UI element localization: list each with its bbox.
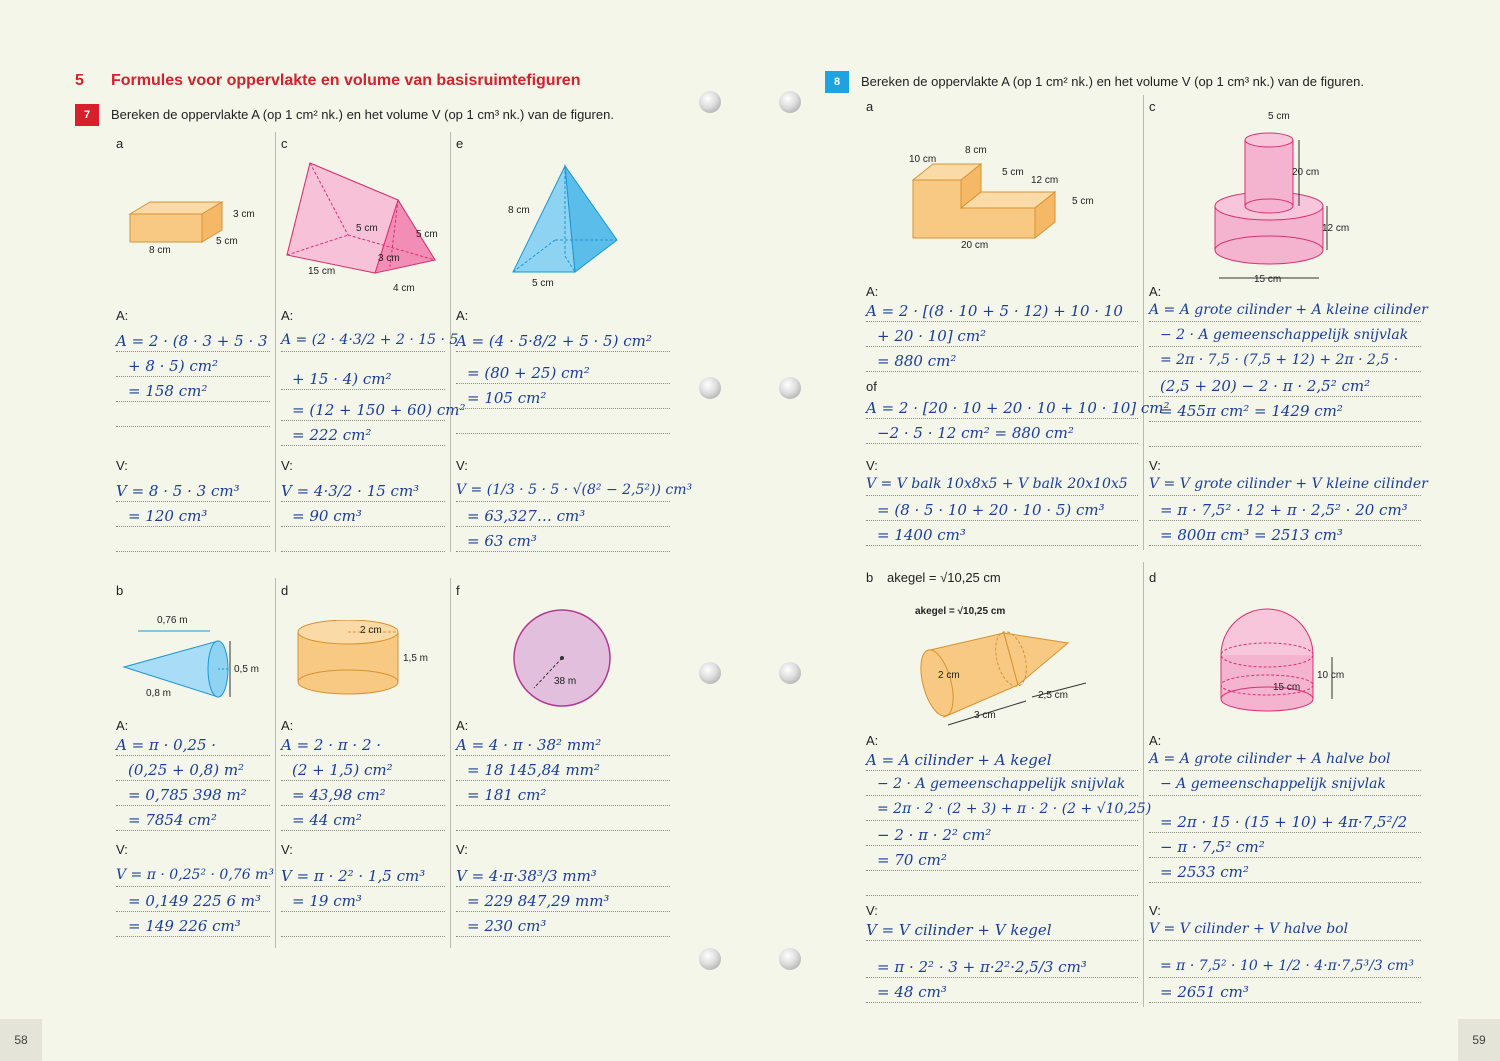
handwritten-answer: − 2 · A gemeenschappelijk snijvlak bbox=[877, 776, 1126, 792]
handwritten-answer: = (8 · 5 · 10 + 20 · 10 · 5) cm³ bbox=[877, 501, 1105, 519]
handwritten-answer: + 15 · 4) cm² bbox=[292, 370, 392, 388]
handwritten-answer: = 2651 cm³ bbox=[1160, 983, 1249, 1001]
answer-line bbox=[281, 830, 445, 831]
answer-line bbox=[866, 845, 1138, 846]
handwritten-answer: A = 2 · (8 · 3 + 5 · 3 bbox=[116, 332, 268, 350]
dimension-label: 5 cm bbox=[216, 236, 238, 247]
or-label: of bbox=[866, 379, 877, 394]
dimension-label: 20 cm bbox=[961, 240, 989, 251]
figure-label-a: a bbox=[866, 99, 874, 114]
answer-line bbox=[116, 401, 270, 402]
handwritten-answer: = π · 7,5² · 12 + π · 2,5² · 20 cm³ bbox=[1160, 501, 1408, 519]
handwritten-answer: = 880 cm² bbox=[877, 352, 957, 370]
area-label: A: bbox=[1149, 284, 1162, 299]
binder-hole bbox=[779, 948, 801, 970]
sphere-figure bbox=[510, 608, 614, 712]
handwritten-answer: = 230 cm³ bbox=[467, 917, 547, 935]
answer-line bbox=[281, 805, 445, 806]
handwritten-answer: = 18 145,84 mm² bbox=[467, 761, 600, 779]
handwritten-answer: = 1400 cm³ bbox=[877, 526, 966, 544]
handwritten-answer: + 20 · 10] cm² bbox=[877, 327, 987, 345]
answer-line bbox=[866, 443, 1138, 444]
handwritten-answer: V = 4·3/2 · 15 cm³ bbox=[281, 482, 420, 500]
exercise-8-instruction: Bereken de oppervlakte A (op 1 cm² nk.) en het volume V (op 1 cm³ nk.) van de figuren. bbox=[861, 74, 1364, 89]
dimension-label: 2 cm bbox=[938, 670, 960, 681]
handwritten-answer: V = V cilinder + V halve bol bbox=[1149, 921, 1349, 937]
slant-height-note: akegel = √10,25 cm bbox=[887, 570, 1001, 585]
handwritten-answer: = 2π · 2 · (2 + 3) + π · 2 · (2 + √10,25) bbox=[877, 801, 1152, 817]
column-divider bbox=[1143, 95, 1144, 550]
handwritten-answer: − A gemeenschappelijk snijvlak bbox=[1160, 776, 1386, 792]
handwritten-answer: = 19 cm³ bbox=[292, 892, 362, 910]
handwritten-answer: − 2 · A gemeenschappelijk snijvlak bbox=[1160, 327, 1409, 343]
handwritten-answer: = 181 cm² bbox=[467, 786, 547, 804]
answer-line bbox=[281, 351, 445, 352]
answer-line bbox=[116, 501, 270, 502]
answer-line bbox=[116, 551, 270, 552]
answer-line bbox=[866, 346, 1138, 347]
answer-line bbox=[1149, 857, 1421, 858]
cuboid-figure bbox=[120, 190, 270, 260]
area-label: A: bbox=[1149, 733, 1162, 748]
answer-line bbox=[866, 977, 1138, 978]
dimension-label: 20 cm bbox=[1292, 167, 1320, 178]
answer-line bbox=[866, 770, 1138, 771]
answer-line bbox=[1149, 545, 1421, 546]
dimension-label: 0,8 m bbox=[146, 688, 172, 699]
binder-hole bbox=[699, 377, 721, 399]
handwritten-answer: = π · 2² · 3 + π·2²·2,5/3 cm³ bbox=[877, 958, 1087, 976]
handwritten-answer: A = 2 · [20 · 10 + 20 · 10 + 10 · 10] cm² bbox=[866, 399, 1170, 417]
handwritten-answer: = 0,785 398 m² bbox=[128, 786, 247, 804]
dimension-label: 0,76 m bbox=[157, 615, 188, 626]
binder-hole bbox=[699, 948, 721, 970]
dimension-label: 5 cm bbox=[1268, 111, 1290, 122]
answer-line bbox=[1149, 940, 1421, 941]
area-label: A: bbox=[281, 308, 294, 323]
handwritten-answer: A = π · 0,25 · bbox=[116, 736, 217, 754]
handwritten-answer: A = A grote cilinder + A halve bol bbox=[1149, 751, 1391, 767]
volume-label: V: bbox=[866, 903, 878, 918]
answer-line bbox=[456, 433, 670, 434]
answer-line bbox=[1149, 346, 1421, 347]
dimension-label: 2,5 cm bbox=[1038, 690, 1069, 701]
answer-line bbox=[456, 551, 670, 552]
handwritten-answer: = 229 847,29 mm³ bbox=[467, 892, 610, 910]
volume-label: V: bbox=[866, 458, 878, 473]
answer-line bbox=[866, 545, 1138, 546]
handwritten-answer: = 105 cm² bbox=[467, 389, 547, 407]
dimension-label: 4 cm bbox=[393, 283, 415, 294]
figure-label-b: b bbox=[116, 583, 124, 598]
answer-line bbox=[116, 936, 270, 937]
dimension-label: 5 cm bbox=[1002, 167, 1024, 178]
handwritten-answer: = 43,98 cm² bbox=[292, 786, 386, 804]
answer-line bbox=[866, 371, 1138, 372]
handwritten-answer: A = A grote cilinder + A kleine cilinder bbox=[1149, 302, 1428, 318]
dimension-label: 12 cm bbox=[1322, 223, 1350, 234]
dimension-label: 10 cm bbox=[909, 154, 937, 165]
area-label: A: bbox=[116, 718, 129, 733]
figure-label-b: b bbox=[866, 570, 874, 585]
handwritten-answer: V = V balk 10x8x5 + V balk 20x10x5 bbox=[866, 476, 1128, 492]
handwritten-answer: A = 2 · π · 2 · bbox=[281, 736, 382, 754]
handwritten-answer: (0,25 + 0,8) m² bbox=[128, 761, 245, 779]
answer-line bbox=[866, 495, 1138, 496]
answer-line bbox=[866, 795, 1138, 796]
handwritten-answer: = 158 cm² bbox=[128, 382, 208, 400]
dimension-label: 5 cm bbox=[1072, 196, 1094, 207]
answer-line bbox=[456, 886, 670, 887]
answer-line bbox=[116, 780, 270, 781]
handwritten-answer: (2,5 + 20) − 2 · π · 2,5² cm² bbox=[1160, 377, 1371, 395]
section-title: Formules voor oppervlakte en volume van basisruimtefiguren bbox=[111, 72, 581, 89]
dimension-label: 10 cm bbox=[1317, 670, 1345, 681]
column-divider bbox=[450, 578, 451, 948]
answer-line bbox=[116, 755, 270, 756]
handwritten-answer: = 63,327… cm³ bbox=[467, 507, 586, 525]
dimension-label: 5 cm bbox=[532, 278, 554, 289]
answer-line bbox=[866, 870, 1138, 871]
answer-line bbox=[456, 501, 670, 502]
answer-line bbox=[1149, 421, 1421, 422]
handwritten-answer: V = π · 2² · 1,5 cm³ bbox=[281, 867, 426, 885]
handwritten-answer: V = 8 · 5 · 3 cm³ bbox=[116, 482, 240, 500]
handwritten-answer: = 800π cm³ = 2513 cm³ bbox=[1160, 526, 1343, 544]
handwritten-answer: = 120 cm³ bbox=[128, 507, 208, 525]
answer-line bbox=[116, 351, 270, 352]
answer-line bbox=[116, 426, 270, 427]
answer-line bbox=[866, 418, 1138, 419]
answer-line bbox=[866, 940, 1138, 941]
area-label: A: bbox=[866, 284, 879, 299]
area-label: A: bbox=[456, 308, 469, 323]
handwritten-answer: A = (2 · 4·3/2 + 2 · 15 · 5 bbox=[281, 332, 459, 348]
dimension-label: 8 cm bbox=[149, 245, 171, 256]
figure-label-a: a bbox=[116, 136, 124, 151]
handwritten-answer: = 222 cm² bbox=[292, 426, 372, 444]
handwritten-answer: = 149 226 cm³ bbox=[128, 917, 241, 935]
handwritten-answer: = 7854 cm² bbox=[128, 811, 217, 829]
answer-line bbox=[1149, 371, 1421, 372]
dimension-label: 15 cm bbox=[308, 266, 336, 277]
area-label: A: bbox=[116, 308, 129, 323]
dimension-label: 8 cm bbox=[965, 145, 987, 156]
page-number: 59 bbox=[1458, 1019, 1500, 1061]
answer-line bbox=[456, 526, 670, 527]
answer-line bbox=[866, 895, 1138, 896]
dimension-label: 15 cm bbox=[1254, 274, 1282, 285]
handwritten-answer: V = 4·π·38³/3 mm³ bbox=[456, 867, 597, 885]
answer-line bbox=[116, 526, 270, 527]
handwritten-answer: = 0,149 225 6 m³ bbox=[128, 892, 261, 910]
binder-hole bbox=[779, 91, 801, 113]
figure-label-d: d bbox=[1149, 570, 1157, 585]
dimension-label: 15 cm bbox=[1273, 682, 1301, 693]
exercise-number-8: 8 bbox=[825, 71, 849, 93]
answer-line bbox=[456, 408, 670, 409]
handwritten-answer: = (12 + 150 + 60) cm² bbox=[292, 401, 466, 419]
column-divider bbox=[275, 578, 276, 948]
answer-line bbox=[1149, 495, 1421, 496]
answer-line bbox=[1149, 520, 1421, 521]
handwritten-answer: = 48 cm³ bbox=[877, 983, 947, 1001]
handwritten-answer: = 2533 cm² bbox=[1160, 863, 1249, 881]
area-label: A: bbox=[456, 718, 469, 733]
answer-line bbox=[866, 1002, 1138, 1003]
answer-line bbox=[1149, 795, 1421, 796]
answer-line bbox=[456, 755, 670, 756]
answer-line bbox=[281, 551, 445, 552]
answer-line bbox=[281, 445, 445, 446]
dimension-label: 3 cm bbox=[233, 209, 255, 220]
dimension-label: 2 cm bbox=[360, 625, 382, 636]
stacked-cylinders-figure bbox=[1205, 120, 1345, 285]
volume-label: V: bbox=[281, 842, 293, 857]
figure-label-c: c bbox=[281, 136, 288, 151]
volume-label: V: bbox=[281, 458, 293, 473]
exercise-7-instruction: Bereken de oppervlakte A (op 1 cm² nk.) en het volume V (op 1 cm³ nk.) van de figuren. bbox=[111, 107, 614, 122]
binder-hole bbox=[779, 662, 801, 684]
handwritten-answer: V = (1/3 · 5 · 5 · √(8² − 2,5²)) cm³ bbox=[456, 482, 693, 498]
answer-line bbox=[1149, 882, 1421, 883]
handwritten-answer: (2 + 1,5) cm² bbox=[292, 761, 393, 779]
answer-line bbox=[1149, 977, 1421, 978]
square-pyramid-figure bbox=[505, 160, 625, 280]
answer-line bbox=[116, 830, 270, 831]
binder-hole bbox=[779, 377, 801, 399]
answer-line bbox=[116, 805, 270, 806]
handwritten-answer: = 63 cm³ bbox=[467, 532, 537, 550]
volume-label: V: bbox=[1149, 458, 1161, 473]
answer-line bbox=[281, 886, 445, 887]
handwritten-answer: = 2π · 15 · (15 + 10) + 4π·7,5²/2 bbox=[1160, 813, 1408, 831]
exercise-number-7: 7 bbox=[75, 104, 99, 126]
answer-line bbox=[456, 936, 670, 937]
volume-label: V: bbox=[456, 458, 468, 473]
answer-line bbox=[116, 886, 270, 887]
dimension-label: 38 m bbox=[554, 676, 577, 687]
answer-line bbox=[866, 820, 1138, 821]
page-number: 58 bbox=[0, 1019, 42, 1061]
figure-label-f: f bbox=[456, 583, 460, 598]
answer-line bbox=[1149, 446, 1421, 447]
answer-line bbox=[456, 830, 670, 831]
answer-line bbox=[281, 501, 445, 502]
answer-line bbox=[866, 321, 1138, 322]
handwritten-answer: = 90 cm³ bbox=[292, 507, 362, 525]
handwritten-answer: = 455π cm² = 1429 cm² bbox=[1160, 402, 1343, 420]
dimension-label: 5 cm bbox=[356, 223, 378, 234]
binder-hole bbox=[699, 662, 721, 684]
dimension-label: akegel = √10,25 cm bbox=[915, 606, 1006, 617]
handwritten-answer: = 2π · 7,5 · (7,5 + 12) + 2π · 2,5 · bbox=[1160, 352, 1399, 368]
dimension-label: 5 cm bbox=[416, 229, 438, 240]
binder-hole bbox=[699, 91, 721, 113]
answer-line bbox=[456, 780, 670, 781]
handwritten-answer: = π · 7,5² · 10 + 1/2 · 4·π·7,5³/3 cm³ bbox=[1160, 958, 1414, 974]
answer-line bbox=[456, 383, 670, 384]
answer-line bbox=[456, 911, 670, 912]
answer-line bbox=[281, 755, 445, 756]
answer-line bbox=[456, 805, 670, 806]
answer-line bbox=[281, 911, 445, 912]
answer-line bbox=[456, 351, 670, 352]
handwritten-answer: = 44 cm² bbox=[292, 811, 362, 829]
handwritten-answer: = 70 cm² bbox=[877, 851, 947, 869]
handwritten-answer: + 8 · 5) cm² bbox=[128, 357, 218, 375]
dimension-label: 3 cm bbox=[378, 253, 400, 264]
handwritten-answer: − π · 7,5² cm² bbox=[1160, 838, 1265, 856]
dimension-label: 1,5 m bbox=[403, 653, 429, 664]
volume-label: V: bbox=[116, 842, 128, 857]
answer-line bbox=[1149, 1002, 1421, 1003]
handwritten-answer: V = π · 0,25² · 0,76 m³ bbox=[116, 867, 274, 883]
section-number: 5 bbox=[75, 72, 84, 89]
area-label: A: bbox=[866, 733, 879, 748]
cylinder-hemisphere-figure bbox=[1215, 605, 1345, 715]
figure-label-e: e bbox=[456, 136, 464, 151]
answer-line bbox=[1149, 832, 1421, 833]
answer-line bbox=[1149, 396, 1421, 397]
column-divider bbox=[1143, 562, 1144, 1007]
dimension-label: 8 cm bbox=[508, 205, 530, 216]
handwritten-answer: A = 2 · [(8 · 10 + 5 · 12) + 10 · 10 bbox=[866, 302, 1123, 320]
volume-label: V: bbox=[456, 842, 468, 857]
answer-line bbox=[281, 936, 445, 937]
handwritten-answer: A = 4 · π · 38² mm² bbox=[456, 736, 602, 754]
column-divider bbox=[275, 132, 276, 552]
answer-line bbox=[866, 520, 1138, 521]
volume-label: V: bbox=[116, 458, 128, 473]
triangular-prism-figure bbox=[280, 155, 445, 285]
answer-line bbox=[1149, 770, 1421, 771]
answer-line bbox=[1149, 321, 1421, 322]
handwritten-answer: V = V grote cilinder + V kleine cilinder bbox=[1149, 476, 1428, 492]
answer-line bbox=[116, 376, 270, 377]
handwritten-answer: = (80 + 25) cm² bbox=[467, 364, 590, 382]
handwritten-answer: A = (4 · 5·8/2 + 5 · 5) cm² bbox=[456, 332, 652, 350]
answer-line bbox=[281, 389, 445, 390]
answer-line bbox=[281, 780, 445, 781]
handwritten-answer: − 2 · π · 2² cm² bbox=[877, 826, 992, 844]
volume-label: V: bbox=[1149, 903, 1161, 918]
answer-line bbox=[281, 420, 445, 421]
handwritten-answer: A = A cilinder + A kegel bbox=[866, 751, 1052, 769]
cylinder-figure bbox=[295, 620, 405, 700]
dimension-label: 0,5 m bbox=[234, 664, 260, 675]
answer-line bbox=[281, 526, 445, 527]
dimension-label: 12 cm bbox=[1031, 175, 1059, 186]
handwritten-answer: V = V cilinder + V kegel bbox=[866, 921, 1052, 939]
figure-label-c: c bbox=[1149, 99, 1156, 114]
area-label: A: bbox=[281, 718, 294, 733]
dimension-label: 3 cm bbox=[974, 710, 996, 721]
answer-line bbox=[116, 911, 270, 912]
handwritten-answer: −2 · 5 · 12 cm² = 880 cm² bbox=[877, 424, 1074, 442]
figure-label-d: d bbox=[281, 583, 289, 598]
